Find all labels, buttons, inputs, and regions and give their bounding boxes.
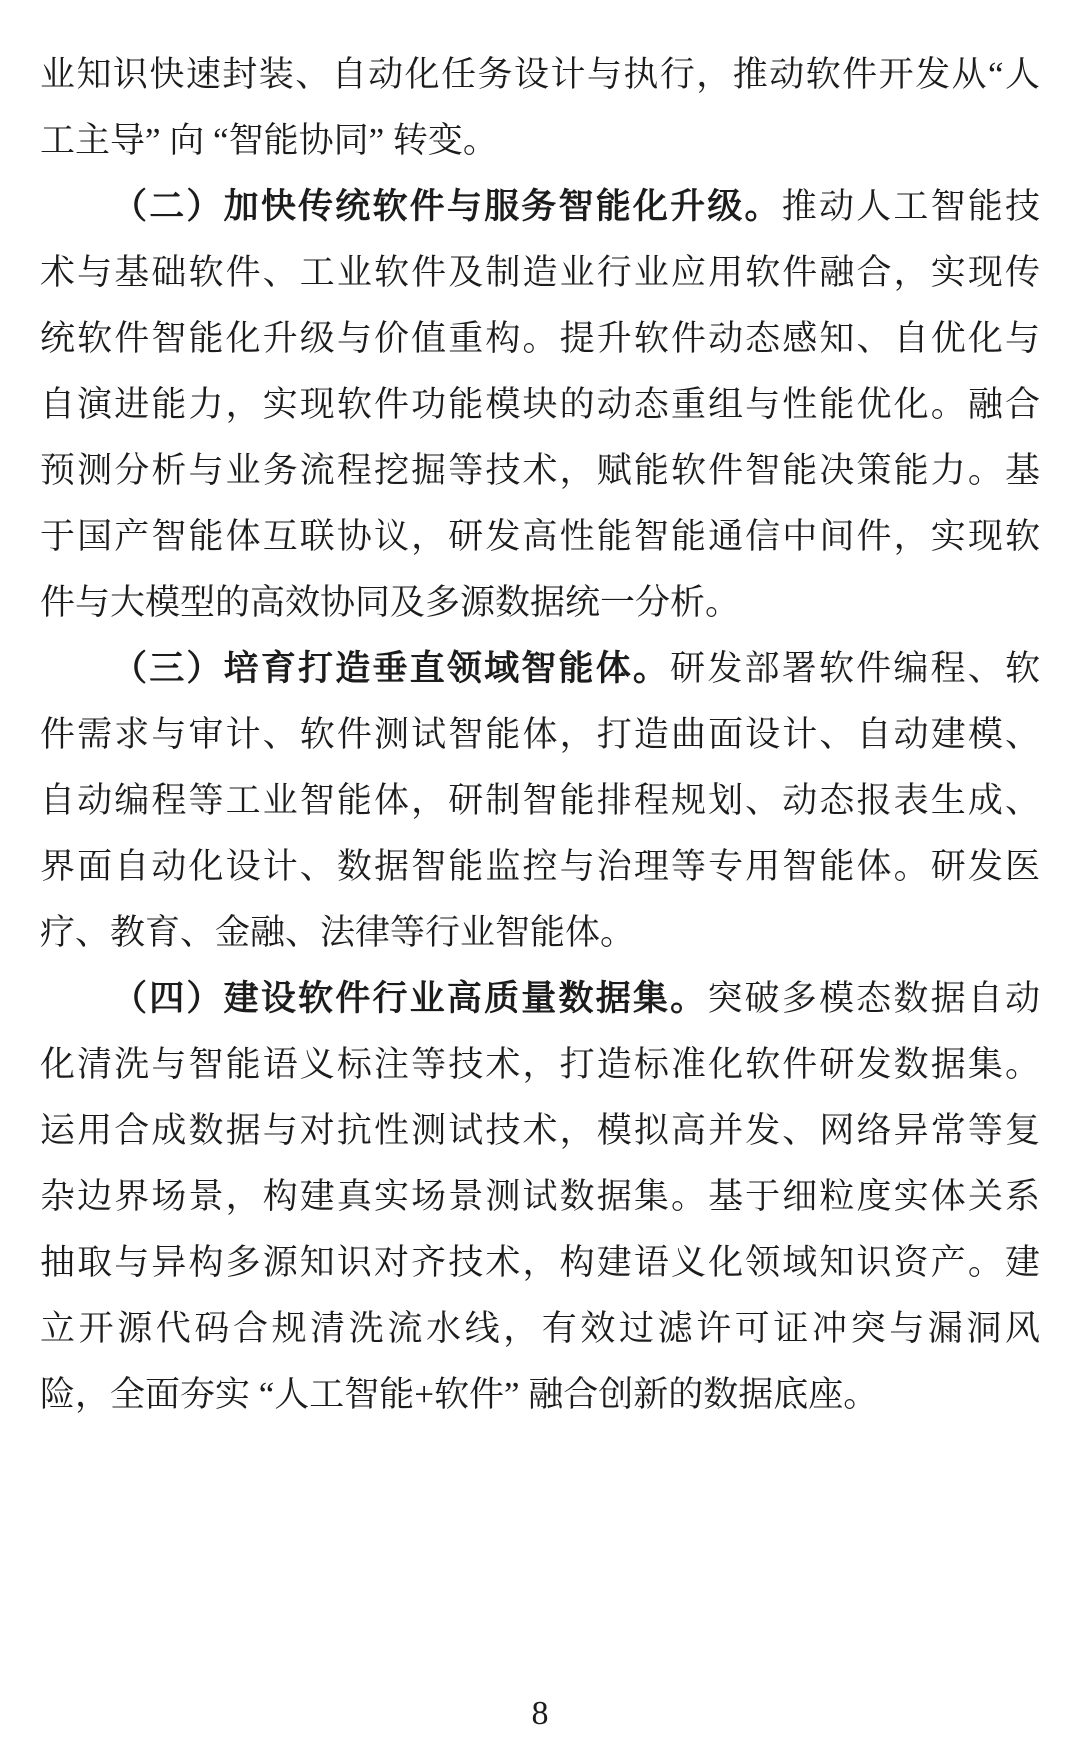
line-text: 统软件智能化升级与价值重构。提升软件动态感知、自优化与 — [40, 319, 1040, 358]
doc-line — [40, 1362, 1040, 1428]
doc-line — [40, 240, 1040, 306]
line-text: 自演进能力，实现软件功能模块的动态重组与性能优化。融合 — [40, 385, 1040, 424]
doc-line — [40, 900, 1040, 966]
line-text: 推动人工智能技 — [781, 187, 1040, 226]
section-heading: （四）建设软件行业高质量数据集。 — [112, 979, 708, 1018]
line-text: 险，全面夯实 “人工智能+软件” 融合创新的数据底座。 — [40, 1375, 879, 1414]
line-text: 术与基础软件、工业软件及制造业行业应用软件融合，实现传 — [40, 253, 1040, 292]
doc-line — [40, 570, 1040, 636]
doc-line — [40, 1164, 1040, 1230]
line-text: 化清洗与智能语义标注等技术，打造标准化软件研发数据集。 — [40, 1045, 1040, 1084]
line-text: 于国产智能体互联协议，研发高性能智能通信中间件，实现软 — [40, 517, 1040, 556]
line-text: 预测分析与业务流程挖掘等技术，赋能软件智能决策能力。基 — [40, 451, 1040, 490]
line-text: 立开源代码合规清洗流水线，有效过滤许可证冲突与漏洞风 — [40, 1309, 1040, 1348]
page-number: 8 — [531, 1695, 549, 1732]
line-text: 疗、教育、金融、法律等行业智能体。 — [40, 913, 636, 952]
doc-line — [40, 1296, 1040, 1362]
section-heading: （二）加快传统软件与服务智能化升级。 — [112, 187, 782, 226]
doc-line — [40, 966, 1040, 1032]
doc-line — [40, 42, 1040, 108]
doc-line — [40, 108, 1040, 174]
doc-line — [40, 768, 1040, 834]
doc-line — [40, 372, 1040, 438]
line-text: 件与大模型的高效协同及多源数据统一分析。 — [40, 583, 741, 622]
line-text: 业知识快速封装、自动化任务设计与执行，推动软件开发从“人 — [40, 55, 1040, 94]
line-text: 运用合成数据与对抗性测试技术，模拟高并发、网络异常等复 — [40, 1111, 1040, 1150]
section-heading: （三）培育打造垂直领域智能体。 — [112, 649, 671, 688]
doc-line — [40, 438, 1040, 504]
doc-line — [40, 702, 1040, 768]
line-text: 自动编程等工业智能体，研制智能排程规划、动态报表生成、 — [40, 781, 1040, 820]
doc-line — [40, 834, 1040, 900]
line-text: 抽取与异构多源知识对齐技术，构建语义化领域知识资产。建 — [40, 1243, 1040, 1282]
line-text: 突破多模态数据自动 — [707, 979, 1040, 1018]
doc-line — [40, 1230, 1040, 1296]
doc-line — [40, 174, 1040, 240]
doc-line — [40, 306, 1040, 372]
line-text: 界面自动化设计、数据智能监控与治理等专用智能体。研发医 — [40, 847, 1040, 886]
doc-line — [40, 504, 1040, 570]
line-text: 杂边界场景，构建真实场景测试数据集。基于细粒度实体关系 — [40, 1177, 1040, 1216]
doc-line — [40, 1098, 1040, 1164]
doc-line — [40, 636, 1040, 702]
doc-line — [40, 1032, 1040, 1098]
document-text-block — [40, 42, 1040, 1428]
line-text: 件需求与审计、软件测试智能体，打造曲面设计、自动建模、 — [40, 715, 1040, 754]
line-text: 工主导” 向 “智能协同” 转变。 — [40, 121, 498, 160]
line-text: 研发部署软件编程、软 — [670, 649, 1040, 688]
